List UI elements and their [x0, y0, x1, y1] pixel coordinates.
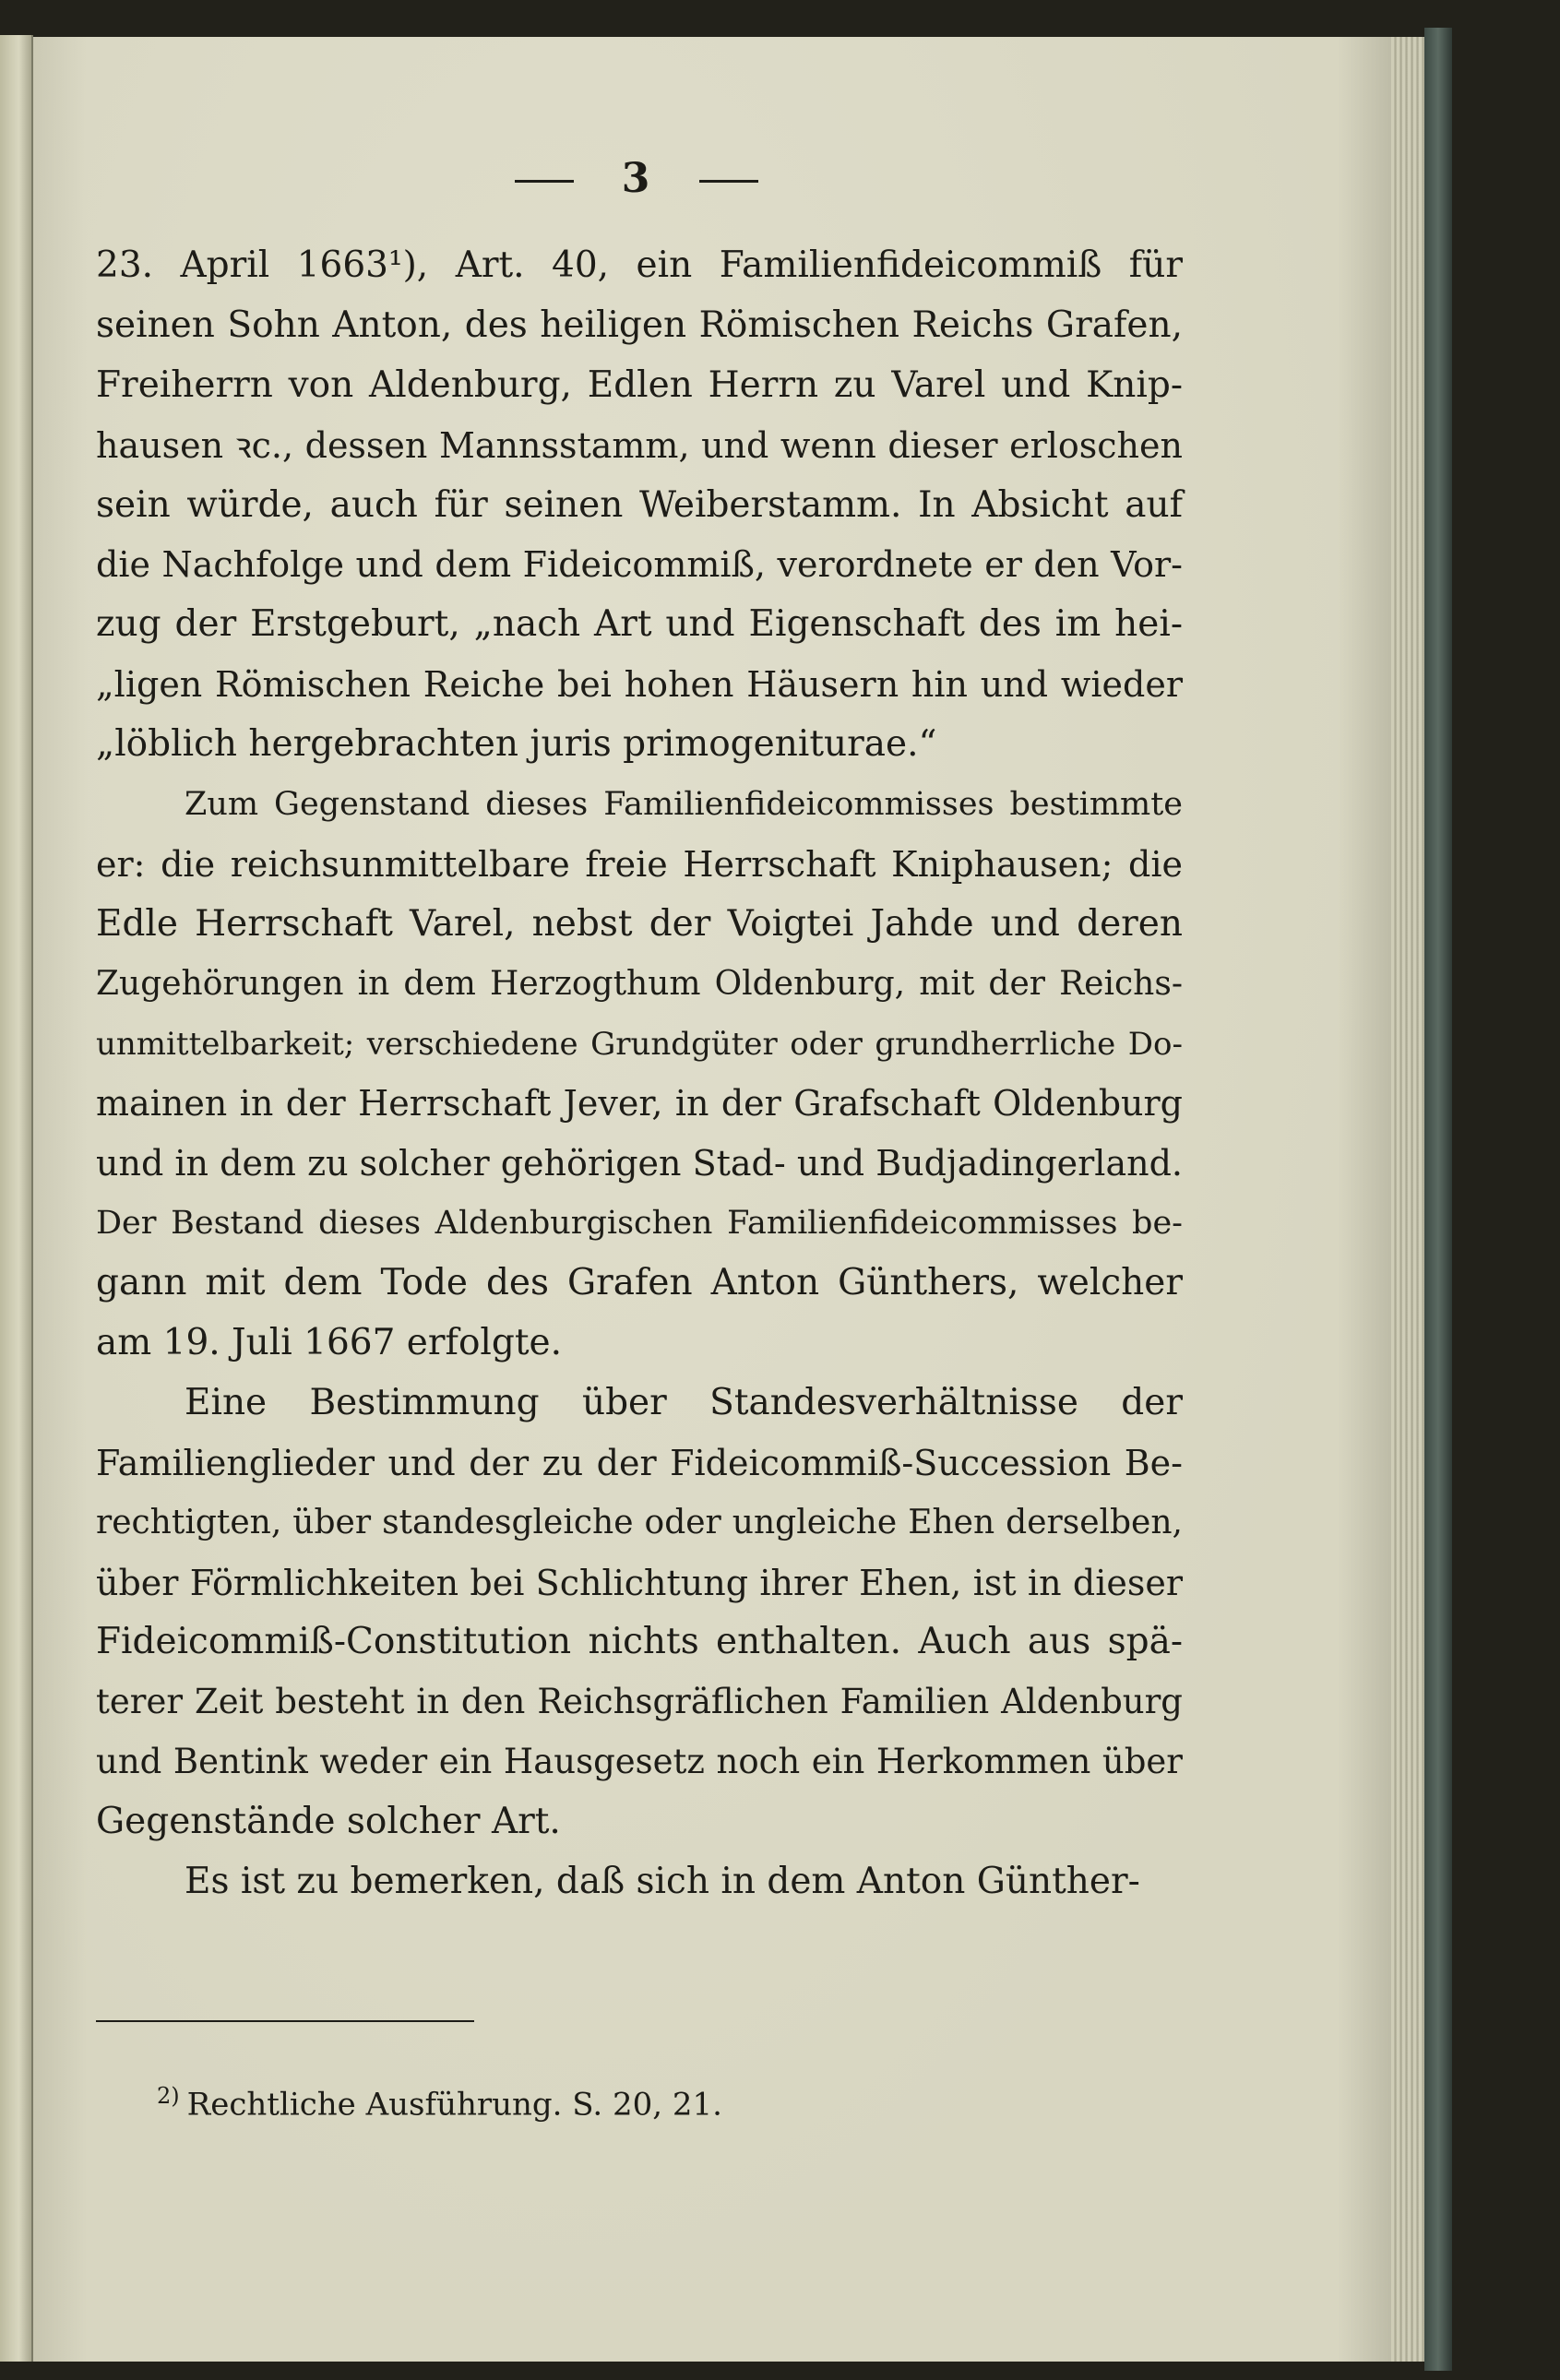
- text-line: „ligen Römischen Reiche bei hohen Häusern hin und wieder: [96, 664, 1183, 706]
- footnote-text: Rechtliche Ausführung. S. 20, 21.: [186, 2086, 722, 2124]
- text-line: gann mit dem Tode des Grafen Anton Günthers, welcher: [96, 1262, 1183, 1304]
- footnote-rule: [96, 2020, 474, 2022]
- text-line: zug der Erstgeburt, „nach Art und Eigenschaft des im hei-: [96, 603, 1183, 646]
- text-line: sein würde, auch für seinen Weiberstamm. In Absicht auf: [96, 483, 1183, 526]
- header-dash-right: [699, 180, 758, 183]
- text-line: Der Bestand dieses Aldenburgischen Familienfideicommisses be-: [96, 1205, 1183, 1243]
- text-line: er: die reichsunmittelbare freie Herrschaft Kniphausen; die: [96, 843, 1183, 885]
- text-line: „löblich hergebrachten juris primogeniturae.“: [96, 723, 937, 766]
- text-line: hausen ꝛc., dessen Mannsstamm, und wenn dieser erloschen: [96, 424, 1183, 466]
- text-line: über Förmlichkeiten bei Schlichtung ihrer Ehen, ist in dieser: [96, 1562, 1183, 1603]
- text-line: Freiherrn von Aldenburg, Edlen Herrn zu Varel und Knip-: [96, 363, 1183, 406]
- text-line: Fideicommiß-Constitution nichts enthalten. Auch aus spä-: [96, 1621, 1183, 1663]
- text-line: Eine Bestimmung über Standesverhältnisse der: [185, 1381, 1183, 1423]
- text-line: seinen Sohn Anton, des heiligen Römischen Reichs Grafen,: [96, 303, 1183, 346]
- text-line: Zugehörungen in dem Herzogthum Oldenburg, mit der Reichs-: [96, 964, 1183, 1003]
- text-line: unmittelbarkeit; verschiedene Grundgüter oder grundherrliche Do-: [96, 1025, 1183, 1063]
- page-number: 3: [621, 155, 652, 202]
- book-cover-edge: [1424, 28, 1452, 2371]
- header-dash-left: [515, 180, 574, 183]
- text-line: 23. April 1663¹), Art. 40, ein Familienfideicommiß für: [96, 244, 1183, 286]
- text-line: Familienglieder und der zu der Fideicommiß-Succession Be-: [96, 1442, 1183, 1483]
- previous-page-edge: [0, 35, 33, 2362]
- text-line: mainen in der Herrschaft Jever, in der Grafschaft Oldenburg: [96, 1083, 1183, 1125]
- text-line: die Nachfolge und dem Fideicommiß, verordnete er den Vor-: [96, 544, 1183, 586]
- text-line: Zum Gegenstand dieses Familienfideicommisses bestimmte: [185, 786, 1183, 824]
- text-line: rechtigten, über standesgleiche oder ungleiche Ehen derselben,: [96, 1503, 1183, 1541]
- text-line: Es ist zu bemerken, daß sich in dem Anton Günther-: [185, 1861, 1140, 1903]
- text-line: Gegenstände solcher Art.: [96, 1801, 561, 1843]
- body-text: [96, 236, 1183, 1912]
- text-line: am 19. Juli 1667 erfolgte.: [96, 1322, 563, 1364]
- text-line: und Bentink weder ein Hausgesetz noch ein Herkommen über: [96, 1742, 1183, 1782]
- page-number-header: [434, 155, 840, 202]
- text-line: und in dem zu solcher gehörigen Stad- und Budjadingerland.: [96, 1143, 1183, 1184]
- footnote: [157, 2083, 722, 2123]
- text-line: terer Zeit besteht in den Reichsgräflichen Familien Aldenburg: [96, 1682, 1183, 1722]
- footnote-marker: 2): [157, 2083, 180, 2109]
- text-line: Edle Herrschaft Varel, nebst der Voigtei Jahde und deren: [96, 902, 1183, 945]
- page-stack-edges: [1391, 37, 1424, 2362]
